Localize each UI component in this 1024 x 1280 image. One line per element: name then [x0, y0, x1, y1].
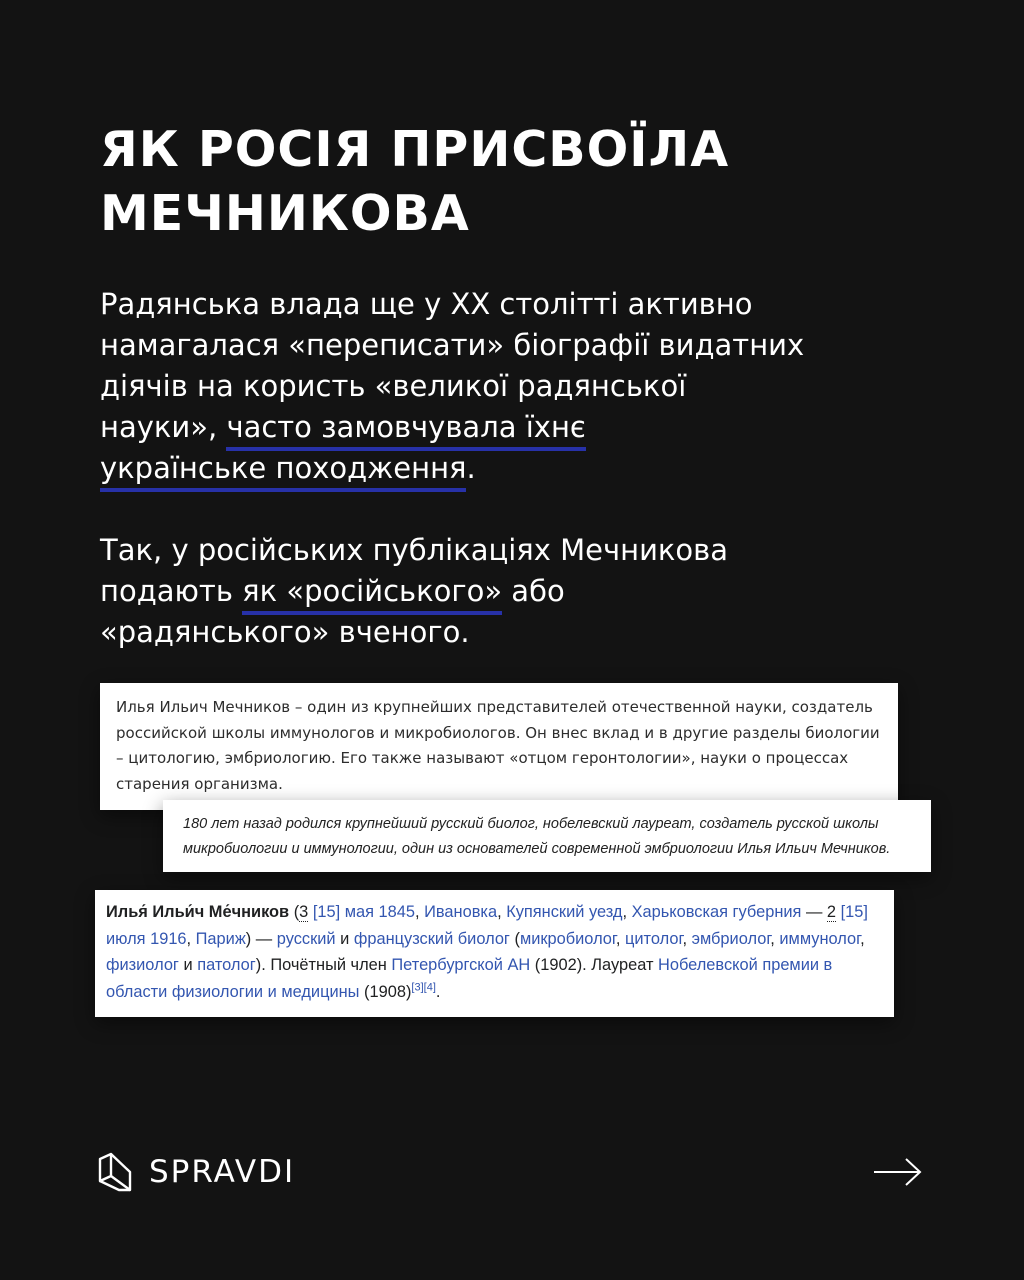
text-fragment: и — [335, 929, 354, 948]
screenshot-card-1 — [100, 683, 898, 810]
screenshot-card-2 — [163, 800, 931, 872]
spravdi-logo-icon — [97, 1152, 133, 1192]
arrow-right-icon[interactable] — [872, 1156, 924, 1188]
intro-line-4: науки», — [100, 410, 227, 444]
text-fragment: , — [497, 903, 507, 921]
reference-4[interactable]: [4] — [423, 981, 436, 994]
text-fragment: , — [415, 903, 425, 921]
text-fragment: ( — [509, 929, 520, 948]
text-fragment: и — [178, 956, 198, 974]
place-link-kharkiv[interactable]: Харьковская губерния — [631, 903, 802, 921]
intro-line-5-end: . — [466, 451, 476, 485]
text-fragment: ). Почётный член — [255, 956, 392, 974]
nationality-link-french[interactable]: французский биолог — [353, 929, 510, 948]
person-name: Илья́ Ильи́ч Ме́чников — [106, 903, 290, 921]
place-link-ivanovka[interactable]: Ивановка — [424, 903, 498, 921]
profession-link-microbiologist[interactable]: микробиолог — [519, 929, 616, 948]
death-day: 2 — [826, 903, 837, 921]
profession-link-embryologist[interactable]: эмбриолог — [691, 929, 771, 948]
reference-3[interactable]: [3] — [411, 981, 424, 994]
academy-link[interactable]: Петербургской АН — [391, 956, 531, 974]
birth-day: 3 — [299, 903, 309, 921]
text-fragment: — — [801, 903, 827, 921]
intro-line-1: Радянська влада ще у XX столітті активно — [100, 287, 753, 321]
title-line-2: МЕЧНИКОВА — [100, 185, 470, 242]
text-fragment: (1902). Лауреат — [530, 956, 659, 974]
second-line-1: Так, у російських публікаціях Мечникова — [100, 533, 729, 567]
brand-logo — [97, 1151, 295, 1193]
card1-text: Илья Ильич Мечников – один из крупнейших представителей отечественной науки, создатель российской школы иммунологов и микробиологов. Он внес вклад и в другие разделы биологии – цитологию, эмбриологию. Его также называют «отцом геронтологии», науки о процессах старения организма. — [116, 698, 880, 793]
highlight-ukrainian-origin: українське походження — [100, 451, 466, 492]
second-line-3: «радянського» вченого. — [100, 615, 470, 649]
nationality-link-russian[interactable]: русский — [276, 929, 336, 948]
death-date-link[interactable]: [15] июля 1916 — [106, 903, 868, 948]
text-fragment: , — [860, 929, 865, 948]
text-fragment: , — [186, 929, 196, 948]
text-fragment: (1908) — [359, 982, 412, 1001]
profession-link-pathologist[interactable]: патолог — [197, 956, 256, 974]
text-fragment: , — [615, 929, 626, 948]
text-fragment: , — [682, 929, 692, 948]
highlight-silenced-origin: часто замовчувала їхнє — [226, 410, 585, 451]
text-fragment: ) — — [245, 929, 277, 948]
profession-link-cytologist[interactable]: цитолог — [625, 929, 683, 948]
brand-name: SPRAVDI — [149, 1154, 296, 1190]
place-link-paris[interactable]: Париж — [195, 929, 246, 948]
text-fragment: , — [622, 903, 632, 921]
text-fragment: . — [435, 982, 441, 1001]
birth-date-link[interactable]: [15] мая 1845 — [312, 903, 416, 921]
highlight-as-russian: як «російського» — [242, 574, 502, 615]
nobel-prize-link[interactable]: Нобелевской премии в области физиологии и медицины — [106, 956, 833, 1001]
second-line-2-end: або — [502, 574, 565, 608]
second-paragraph — [100, 530, 930, 653]
profession-link-immunologist[interactable]: иммунолог — [779, 929, 861, 948]
text-fragment: ( — [289, 903, 300, 921]
place-link-kupyansk[interactable]: Купянский уезд — [506, 903, 623, 921]
text-fragment: , — [770, 929, 780, 948]
second-line-2-start: подають — [100, 574, 243, 608]
page-title — [100, 118, 920, 246]
intro-paragraph — [100, 284, 930, 489]
wikipedia-card — [95, 890, 894, 1017]
profession-link-physiologist[interactable]: физиолог — [106, 956, 179, 974]
title-line-1: ЯК РОСІЯ ПРИСВОЇЛА — [100, 121, 730, 178]
card2-text: 180 лет назад родился крупнейший русский биолог, нобелевский лауреат, создатель русской школы микробиологии и иммунологии, один из основателей современной эмбриологии Илья Ильич Мечников. — [183, 816, 891, 857]
intro-line-2: намагалася «переписати» біографії видатних — [100, 328, 805, 362]
intro-line-3: діячів на користь «великої радянської — [100, 369, 687, 403]
